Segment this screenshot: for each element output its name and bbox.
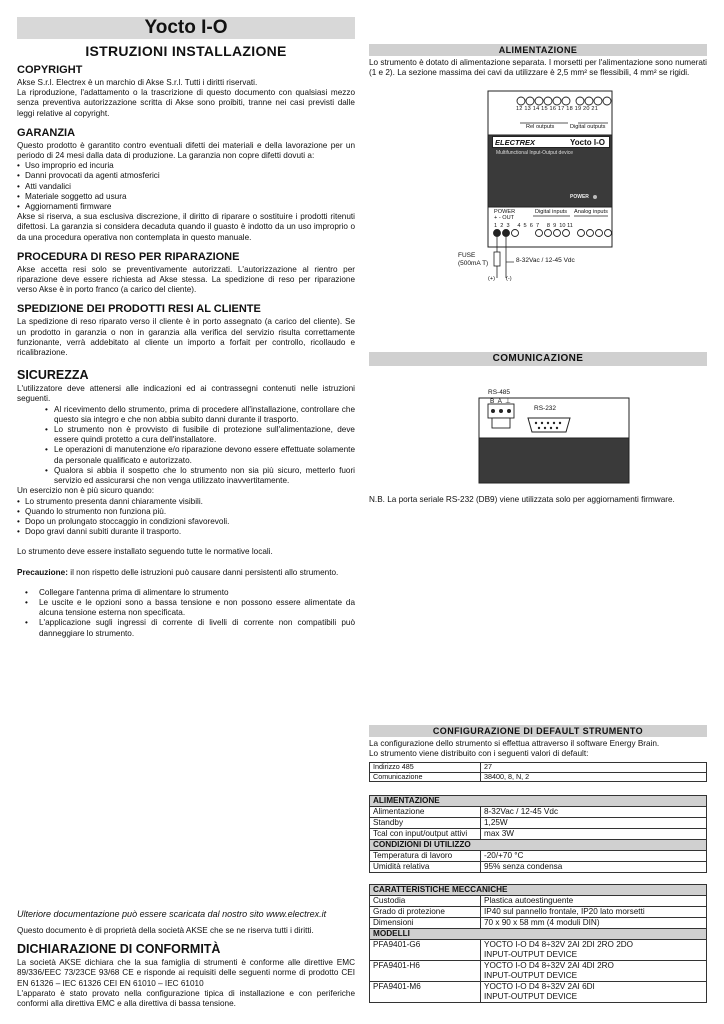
table-section-header [370,929,707,940]
model-code: PFA9401-H6 [370,961,481,982]
table-row [370,772,707,782]
property-text: Questo documento è di proprietà della società AKSE che se ne riserva tutti i diritti. [17,926,314,935]
list-item: • L'applicazione sugli ingressi di corrente di livelli di corrente non compatibili può danneggiare lo strumento. [25,618,355,638]
list-item: • Qualora si abbia il sospetto che lo strumento non sia più sicuro, metterlo fuori servizio ed assicurarsi che non venga utilizzato inavvertitamente. [45,466,355,486]
power-sub-label: + - OUT [494,215,515,221]
garanzia-text-2: Akse si riserva, a sua esclusiva discrezione, il diritto di riparare o sostituire i prodotti ritenuti difettosi. La garanzia si considera decaduta quando il guasto è indotto da un uso improprio o da una procedura operativa non contemplata in questo manuale. [17,212,355,242]
list-item: • Dopo un prolungato stoccaggio in condizioni sfavorevoli. [17,517,355,527]
config-value: 27 [481,763,707,773]
spec-group-title: ALIMENTAZIONE [370,796,707,807]
top-terminal-numbers: 12 13 14 15 16 17 18 19 20 21 [516,106,599,112]
list-item: • Atti vandalici [17,182,355,192]
copyright-text-1: Akse S.r.l. Electrex è un marchio di Akse S.r.l. Tutti i diritti riservati. [17,78,258,87]
spec-value: 70 x 90 x 58 mm (4 moduli DIN) [481,918,707,929]
spec-group-title: CONDIZIONI DI UTILIZZO [370,840,707,851]
table-row [370,961,707,982]
spedizione-text: La spedizione di reso riparato verso il cliente è in porto assegnato (a carico del cliente). Se un prodotto in garanzia o non in garanzia alla verifica del servizio risulta correttamente funzionante, verrà addebitato al cliente un importo a forfait per controllo, ricollaudo e ricalibrazione. [17,317,355,358]
sicurezza-text-2: Un esercizio non è più sicuro quando: [17,486,154,496]
model-desc-line-1: YOCTO I-O D4 8÷32V 2AI 4DI 2RO [484,961,614,970]
model-desc-line-2: INPUT-OUTPUT DEVICE [484,971,578,980]
table-row [370,829,707,840]
list-item: • Le uscite e le opzioni sono a bassa tensione e non possono essere alimentate da alcuna tensione esterna non specificata. [25,598,355,618]
table-section-header [370,885,707,896]
rs485-pins-label: B A ⊥ [490,398,511,405]
table-row [370,918,707,929]
conformita-text-1: La società AKSE dichiara che la sua famiglia di strumenti è conforme alle direttive EMC 89/336/EEC 73/23CE 93/68 CE e risponde ai requisiti delle seguenti norme di prodotto CEI EN 61326 – IEC 61326 CEI EN 61010 – IEC 61010 [17,958,355,988]
spec-key: Tcal con input/output attivi [370,829,481,840]
model-code: PFA9401-M6 [370,982,481,1003]
model-desc-line-2: INPUT-OUTPUT DEVICE [484,992,578,1001]
doc-title: ISTRUZIONI INSTALLAZIONE [85,43,287,59]
alimentazione-section [369,44,707,78]
spec-key: Custodia [370,896,481,907]
list-item: • Aggiornamenti firmware [17,202,355,212]
table-section-header [370,840,707,851]
copyright-text-2: La riproduzione, l'adattamento o la trascrizione di questo documento con qualsiasi mezzo senza preventiva autorizzazione scritta di Akse sono proibiti, tranne nei casi previsti dalle leggi relative al copyright. [17,88,355,118]
model-desc-line-2: INPUT-OUTPUT DEVICE [484,950,578,959]
specs-section [369,795,707,1003]
more-docs-text: Ulteriore documentazione può essere scaricata dal nostro sito www.electrex.it [17,909,327,919]
comunicazione-section [369,352,707,366]
power-label: POWER [494,209,516,215]
table-row [370,862,707,873]
spedizione-heading: SPEDIZIONE DEI PRODOTTI RESI AL CLIENTE [17,303,261,316]
config-key: Indirizzo 485 [370,763,481,773]
plus-terminal-label: (+) [488,276,495,282]
config-text-2: Lo strumento viene distribuito con i seguenti valori di default: [369,749,589,759]
left-column [17,58,355,639]
model-desc-line-1: YOCTO I-O D4 8÷32V 2AI 6DI [484,982,595,991]
spec-key: Grado di protezione [370,907,481,918]
default-config-table [369,762,707,782]
conformita-heading: DICHIARAZIONE DI CONFORMITÀ [17,942,221,957]
sicurezza-text-3: Lo strumento deve essere installato seguendo tutte le normative locali. [17,547,273,557]
fuse-rating-label: (500mA T) [458,260,489,267]
spec-value: -20/+70 °C [481,851,707,862]
table-row [370,907,707,918]
fuse-symbol [494,252,500,266]
list-item: • Lo strumento presenta danni chiaramente visibili. [17,497,355,507]
list-item: • Lo strumento non è provvisto di fusibile di protezione sull'alimentazione, deve essere quindi protetto a cura dell'installatore. [45,425,355,445]
precauzione-text [17,568,355,578]
device-subtitle: Multifunctional Input-Output device [496,150,573,156]
sicurezza-text-1: L'utilizzatore deve attenersi alle indicazioni ed ai contrassegni contenuti nelle istruzioni seguenti. [17,384,355,404]
garanzia-text-1: Questo prodotto è garantito contro eventuali difetti dei materiali e della lavorazione per un periodo di 24 mesi dalla data di produzione. La garanzia non copre difetti dovuti a: [17,140,355,161]
communication-ports-diagram [478,384,630,484]
rel-outputs-label: Rel outputs [526,124,555,130]
rs232-label: RS-232 [534,405,557,412]
sicurezza-list-2 [17,497,355,538]
rs232-db9-connector [528,418,570,432]
list-item: • Dopo gravi danni subiti durante il trasporto. [17,527,355,537]
spec-value: IP40 sul pannello frontale, IP20 lato morsetti [481,907,707,918]
list-item: • Le operazioni di manutenzione e/o riparazione devono essere effettuate solamente da personale qualificato e autorizzato. [45,445,355,465]
spec-key: Alimentazione [370,807,481,818]
config-heading: CONFIGURAZIONE DI DEFAULT STRUMENTO [369,725,707,737]
model-description [481,940,707,961]
device-power-led-label: POWER [570,194,589,200]
device-model-label: Yocto I-O [570,138,605,147]
table-section-header [370,796,707,807]
spec-key: Standby [370,818,481,829]
spec-value: max 3W [481,829,707,840]
power-wiring-diagram [458,90,618,290]
list-item: • Al ricevimento dello strumento, prima di procedere all'installazione, controllare che questo sia integro e che non abbia subito danni durante il trasporto. [45,405,355,425]
fuse-label: FUSE [458,252,476,259]
sicurezza-list [17,405,355,487]
list-item: • Uso improprio ed incuria [17,161,355,171]
alimentazione-text: Lo strumento è dotato di alimentazione separata. I morsetti per l'alimentazione sono numerati (1 e 2). La sezione massima dei cavi da utilizzare è 2,5 mm² se flessibili, 4 mm² se rigidi. [369,58,707,78]
spec-value: 1,25W [481,818,707,829]
specs-table-2 [369,884,707,1003]
table-row [370,896,707,907]
table-row [370,851,707,862]
model-description [481,961,707,982]
minus-terminal-label: (-) [506,276,512,282]
analog-inputs-label: Analog inputs [574,209,608,215]
model-desc-line-1: YOCTO I-O D4 8÷32V 2AI 2DI 2RO 2DO [484,940,634,949]
list-item: • Collegare l'antenna prima di alimentare lo strumento [25,588,355,598]
model-code: PFA9401-G6 [370,940,481,961]
specs-table [369,795,707,873]
rs485-label: RS-485 [488,389,511,396]
reso-heading: PROCEDURA DI RESO PER RIPARAZIONE [17,250,240,263]
precauzione-label: Precauzione: [17,567,68,577]
list-item: • Danni provocati da agenti atmosferici [17,171,355,181]
bottom-terminal-numbers: 1 2 3 4 5 6 7 8 9 10 11 [494,223,573,229]
left-footer [17,909,355,1009]
spec-key: Umidità relativa [370,862,481,873]
precauzione-body: il non rispetto delle istruzioni può causare danni persistenti allo strumento. [67,567,339,577]
table-row [370,807,707,818]
copyright-heading: COPYRIGHT [17,64,83,76]
list-item: • Quando lo strumento non funziona più. [17,507,355,517]
comunicazione-note: N.B. La porta seriale RS-232 (DB9) viene utilizzata solo per aggiornamenti firmware. [369,495,675,504]
config-section [369,725,707,782]
digital-inputs-label: Digital inputs [535,209,568,215]
spec-value: 8-32Vac / 12-45 Vdc [481,807,707,818]
model-description [481,982,707,1003]
config-text-1: La configurazione dello strumento si effettua attraverso il software Energy Brain. [369,739,660,748]
config-value: 38400, 8, N, 2 [481,772,707,782]
garanzia-list [17,161,355,212]
conformita-text-2: L'apparato è stato provato nella configurazione tipica di installazione e con periferiche conformi alla direttiva EMC e alla direttiva di bassa tensione. [17,988,355,1009]
alimentazione-heading: ALIMENTAZIONE [369,44,707,56]
spec-group-title: CARATTERISTICHE MECCANICHE [370,885,707,896]
list-item: • Materiale soggetto ad usura [17,192,355,202]
spec-key: Dimensioni [370,918,481,929]
sicurezza-heading: SICUREZZA [17,368,89,383]
table-row [370,763,707,773]
reso-text: Akse accetta resi solo se preventivamente autorizzati. L'autorizzazione al rientro per riparazione deve essere richiesta ad Akse stessa. La spedizione di reso per riparazione verso Akse è in porto franco (a carico del cliente). [17,264,355,295]
digital-outputs-label: Digital outputs [570,124,606,130]
device-header-strip [492,136,610,148]
spec-key: Temperatura di lavoro [370,851,481,862]
table-row [370,940,707,961]
electrex-logo: ELECTREX [495,138,536,147]
supply-voltage-label: 8-32Vac / 12-45 Vdc [516,257,575,264]
garanzia-heading: GARANZIA [17,126,76,139]
spec-value: Plastica autoestinguente [481,896,707,907]
comunicazione-heading: COMUNICAZIONE [369,352,707,366]
table-row [370,818,707,829]
config-key: Comunicazione [370,772,481,782]
sicurezza-list-3 [17,588,355,639]
spec-group-title: MODELLI [370,929,707,940]
table-row [370,982,707,1003]
spec-value: 95% senza condensa [481,862,707,873]
product-title: Yocto I-O [17,17,355,39]
